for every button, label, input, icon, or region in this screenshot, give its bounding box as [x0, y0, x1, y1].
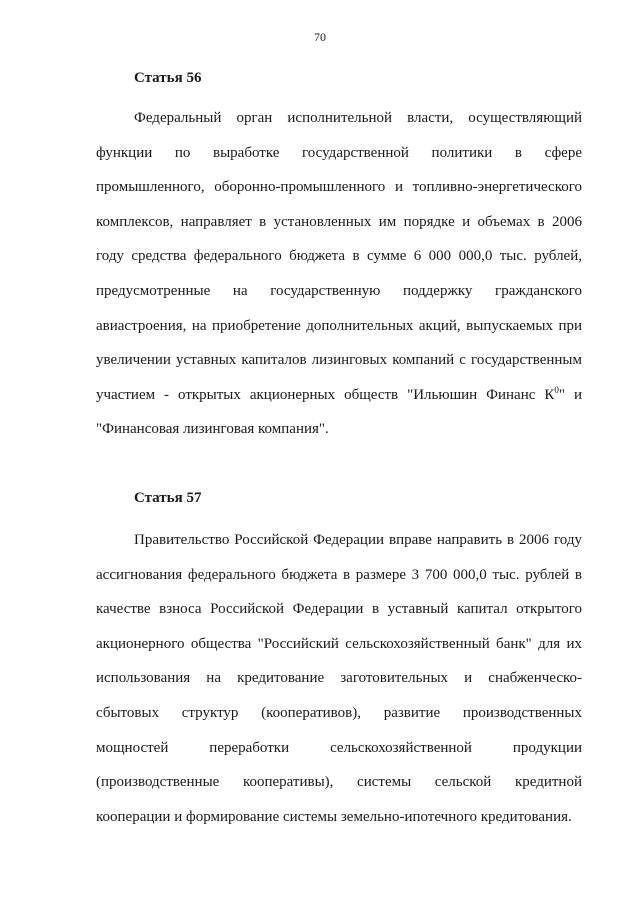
- article-57-body: [96, 523, 582, 834]
- article-56-line-2: функции по выработке государственной политики в сфере: [96, 144, 582, 161]
- article-56-line-9-text: участием - открытых акционерных обществ "Ильюшин Финанс К: [96, 386, 555, 403]
- article-57-line-9: кооперации и формирование системы земельно-ипотечного кредитования.: [96, 808, 572, 825]
- article-56-line-3: промышленного, оборонно-промышленного и топливно-энергетического: [96, 179, 582, 196]
- article-56-title: Статья 56: [134, 70, 202, 86]
- article-57: [96, 488, 582, 834]
- article-56-line-1: Федеральный орган исполнительной власти, осуществляющий: [134, 110, 582, 126]
- article-57-line-8: (производственные кооперативы), системы сельской кредитной: [96, 774, 582, 791]
- article-57-line-1: Правительство Российской Федерации вправе направить в 2006 году: [134, 532, 582, 548]
- article-57-line-6: сбытовых структур (кооперативов), развитие производственных: [96, 704, 582, 721]
- article-56-line-4: комплексов, направляет в установленных им порядке и объемах в 2006: [96, 213, 582, 230]
- article-57-line-4: акционерного общества "Российский сельскохозяйственный банк" для их: [96, 635, 582, 652]
- article-56: [96, 68, 582, 447]
- article-56-line-5: году средства федерального бюджета в сумме 6 000 000,0 тыс. рублей,: [96, 248, 582, 265]
- article-56-line-6: предусмотренные на государственную поддержку гражданского: [96, 282, 582, 299]
- article-56-body: [96, 101, 582, 447]
- page-number: 70: [314, 30, 326, 44]
- article-57-title: Статья 57: [134, 490, 202, 506]
- article-57-line-7: мощностей переработки сельскохозяйственной продукции: [96, 739, 582, 756]
- article-57-line-5: использования на кредитование заготовительных и снабженческо-: [96, 670, 582, 687]
- article-56-line-7: авиастроения, на приобретение дополнительных акций, выпускаемых при: [96, 317, 582, 334]
- article-56-line-9-end: " и: [558, 386, 582, 403]
- article-57-line-3: качестве взноса Российской Федерации в уставный капитал открытого: [96, 601, 582, 618]
- superscript-zero: 0: [554, 384, 559, 395]
- article-56-line-10: "Финансовая лизинговая компания".: [96, 421, 329, 438]
- article-56-line-8: увеличении уставных капиталов лизинговых компаний с государственным: [96, 352, 582, 369]
- article-56-line-9: [96, 378, 582, 413]
- article-57-line-2: ассигнования федерального бюджета в размере 3 700 000,0 тыс. рублей в: [96, 566, 582, 583]
